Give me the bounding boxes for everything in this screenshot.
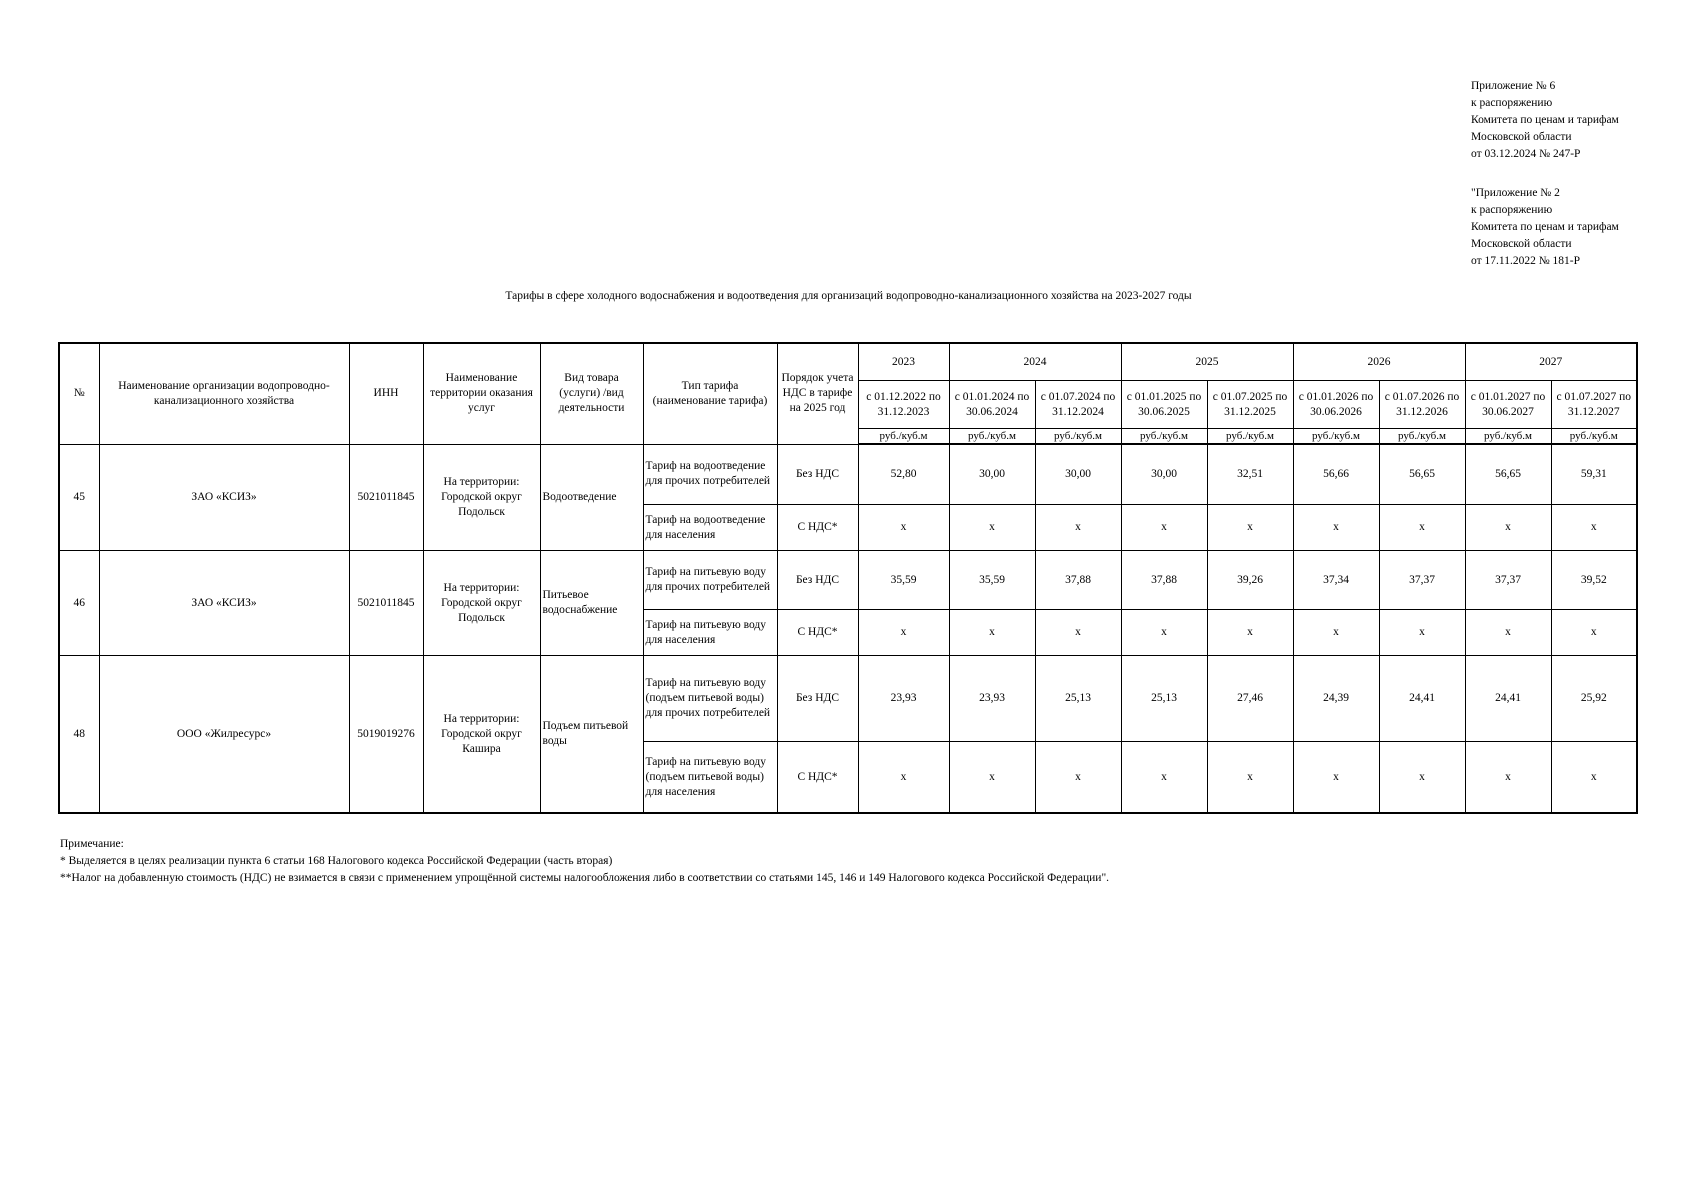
table-row xyxy=(59,551,1637,610)
cell-org: ЗАО «КСИЗ» xyxy=(99,444,349,551)
cell-num: 48 xyxy=(59,656,99,814)
header-territory: Наименование территории оказания услуг xyxy=(423,343,540,444)
cell-num: 46 xyxy=(59,551,99,656)
appendix-current-header xyxy=(1471,78,1693,163)
cell-tariff-value: x xyxy=(1551,505,1637,551)
header-period: с 01.12.2022 по 31.12.2023 xyxy=(858,381,949,429)
cell-tariff-value: 35,59 xyxy=(858,551,949,610)
cell-tariff-value: x xyxy=(1465,505,1551,551)
cell-tariff-value: 25,13 xyxy=(1035,656,1121,742)
cell-tariff-value: x xyxy=(1121,610,1207,656)
cell-tariff-value: x xyxy=(1293,742,1379,814)
header-period: с 01.07.2027 по 31.12.2027 xyxy=(1551,381,1637,429)
cell-tariff-value: x xyxy=(858,742,949,814)
cell-tariff-value: x xyxy=(858,610,949,656)
cell-service: Подъем питьевой воды xyxy=(540,656,643,814)
header-unit: руб./куб.м xyxy=(1551,429,1637,445)
header-inn: ИНН xyxy=(349,343,423,444)
cell-tariff-value: x xyxy=(1035,505,1121,551)
cell-tariff-value: x xyxy=(1035,742,1121,814)
appendix-line: Приложение № 6 xyxy=(1471,80,1556,92)
cell-tariff-value: x xyxy=(1379,742,1465,814)
header-year: 2023 xyxy=(858,343,949,381)
cell-inn: 5021011845 xyxy=(349,444,423,551)
cell-tariff-value: 24,39 xyxy=(1293,656,1379,742)
header-year: 2027 xyxy=(1465,343,1637,381)
header-period: с 01.07.2024 по 31.12.2024 xyxy=(1035,381,1121,429)
cell-vat: Без НДС xyxy=(777,551,858,610)
header-org: Наименование организации водопроводно-канализационного хозяйства xyxy=(99,343,349,444)
cell-tariff-value: 59,31 xyxy=(1551,444,1637,505)
cell-tariff-value: x xyxy=(1121,742,1207,814)
cell-tariff-value: 30,00 xyxy=(949,444,1035,505)
cell-service: Водоотведение xyxy=(540,444,643,551)
cell-tariff-value: x xyxy=(1207,505,1293,551)
table-row xyxy=(59,444,1637,505)
notes-heading: Примечание: xyxy=(60,838,124,850)
appendix-line: "Приложение № 2 xyxy=(1471,187,1560,199)
cell-tariff-value: 35,59 xyxy=(949,551,1035,610)
appendix-line: Московской области xyxy=(1471,238,1572,250)
cell-tariff-value: x xyxy=(949,742,1035,814)
appendix-line: к распоряжению xyxy=(1471,204,1553,216)
cell-tariff-value: 37,37 xyxy=(1465,551,1551,610)
header-unit: руб./куб.м xyxy=(949,429,1035,445)
cell-tariff-type: Тариф на питьевую воду (подъем питьевой воды) для прочих потребителей xyxy=(643,656,777,742)
cell-inn: 5021011845 xyxy=(349,551,423,656)
cell-vat: С НДС* xyxy=(777,610,858,656)
appendix-line: к распоряжению xyxy=(1471,97,1553,109)
cell-vat: Без НДС xyxy=(777,444,858,505)
cell-tariff-value: x xyxy=(1551,742,1637,814)
header-period: с 01.01.2025 по 30.06.2025 xyxy=(1121,381,1207,429)
cell-tariff-type: Тариф на питьевую воду для прочих потребителей xyxy=(643,551,777,610)
cell-tariff-value: 37,88 xyxy=(1121,551,1207,610)
cell-tariff-value: 32,51 xyxy=(1207,444,1293,505)
header-period: с 01.07.2025 по 31.12.2025 xyxy=(1207,381,1293,429)
cell-tariff-value: 39,26 xyxy=(1207,551,1293,610)
header-unit: руб./куб.м xyxy=(858,429,949,445)
cell-tariff-value: 23,93 xyxy=(858,656,949,742)
cell-tariff-type: Тариф на водоотведение для прочих потребителей xyxy=(643,444,777,505)
appendix-line: Комитета по ценам и тарифам xyxy=(1471,114,1619,126)
cell-org: ЗАО «КСИЗ» xyxy=(99,551,349,656)
cell-tariff-value: 23,93 xyxy=(949,656,1035,742)
header-year: 2024 xyxy=(949,343,1121,381)
cell-tariff-type: Тариф на водоотведение для населения xyxy=(643,505,777,551)
cell-tariff-value: 52,80 xyxy=(858,444,949,505)
cell-tariff-type: Тариф на питьевую воду для населения xyxy=(643,610,777,656)
header-tariff-type: Тип тарифа (наименование тарифа) xyxy=(643,343,777,444)
cell-tariff-value: x xyxy=(1379,505,1465,551)
note-item: **Налог на добавленную стоимость (НДС) не взимается в связи с применением упрощённой системы налогообложения либо в соответствии со статьями 145, 146 и 149 Налогового кодекса Российской Федерации". xyxy=(60,872,1110,884)
cell-tariff-value: x xyxy=(1293,610,1379,656)
header-unit: руб./куб.м xyxy=(1035,429,1121,445)
cell-tariff-value: x xyxy=(1465,742,1551,814)
header-service: Вид товара (услуги) /вид деятельности xyxy=(540,343,643,444)
cell-tariff-value: x xyxy=(1121,505,1207,551)
tariffs-table xyxy=(58,342,1638,814)
cell-tariff-value: x xyxy=(1379,610,1465,656)
header-year: 2026 xyxy=(1293,343,1465,381)
cell-tariff-value: 24,41 xyxy=(1379,656,1465,742)
cell-territory: На территории: Городской округ Подольск xyxy=(423,444,540,551)
cell-tariff-value: x xyxy=(1465,610,1551,656)
appendix-line: от 17.11.2022 № 181-Р xyxy=(1471,255,1581,267)
document-title: Тарифы в сфере холодного водоснабжения и водоотведения для организаций водопроводно-канализационного хозяйства на 2023-2027 годы xyxy=(505,290,1192,302)
cell-vat: Без НДС xyxy=(777,656,858,742)
appendix-previous-header xyxy=(1471,185,1693,270)
header-num: № xyxy=(59,343,99,444)
cell-tariff-value: x xyxy=(1207,610,1293,656)
cell-tariff-value: 56,65 xyxy=(1379,444,1465,505)
header-row-years xyxy=(59,343,1637,381)
cell-service: Питьевое водоснабжение xyxy=(540,551,643,656)
cell-tariff-type: Тариф на питьевую воду (подъем питьевой воды) для населения xyxy=(643,742,777,814)
note-item: * Выделяется в целях реализации пункта 6 статьи 168 Налогового кодекса Российской Федерации (часть вторая) xyxy=(60,855,613,867)
cell-inn: 5019019276 xyxy=(349,656,423,814)
header-unit: руб./куб.м xyxy=(1379,429,1465,445)
cell-tariff-value: 56,65 xyxy=(1465,444,1551,505)
cell-tariff-value: 56,66 xyxy=(1293,444,1379,505)
cell-territory: На территории: Городской округ Подольск xyxy=(423,551,540,656)
header-period: с 01.01.2027 по 30.06.2027 xyxy=(1465,381,1551,429)
cell-tariff-value: 25,13 xyxy=(1121,656,1207,742)
cell-tariff-value: 30,00 xyxy=(1035,444,1121,505)
cell-tariff-value: x xyxy=(949,505,1035,551)
cell-tariff-value: x xyxy=(1035,610,1121,656)
cell-tariff-value: 24,41 xyxy=(1465,656,1551,742)
cell-tariff-value: x xyxy=(1207,742,1293,814)
cell-tariff-value: 25,92 xyxy=(1551,656,1637,742)
appendix-line: Комитета по ценам и тарифам xyxy=(1471,221,1619,233)
header-period: с 01.01.2026 по 30.06.2026 xyxy=(1293,381,1379,429)
notes xyxy=(60,836,1660,887)
header-vat-order: Порядок учета НДС в тарифе на 2025 год xyxy=(777,343,858,444)
header-unit: руб./куб.м xyxy=(1293,429,1379,445)
cell-tariff-value: 37,37 xyxy=(1379,551,1465,610)
cell-vat: С НДС* xyxy=(777,742,858,814)
cell-tariff-value: 37,34 xyxy=(1293,551,1379,610)
cell-tariff-value: x xyxy=(949,610,1035,656)
table-row xyxy=(59,656,1637,742)
header-unit: руб./куб.м xyxy=(1207,429,1293,445)
header-year: 2025 xyxy=(1121,343,1293,381)
header-period: с 01.07.2026 по 31.12.2026 xyxy=(1379,381,1465,429)
appendix-line: Московской области xyxy=(1471,131,1572,143)
cell-org: ООО «Жилресурс» xyxy=(99,656,349,814)
cell-tariff-value: 37,88 xyxy=(1035,551,1121,610)
cell-tariff-value: 27,46 xyxy=(1207,656,1293,742)
cell-tariff-value: x xyxy=(1551,610,1637,656)
cell-num: 45 xyxy=(59,444,99,551)
cell-tariff-value: x xyxy=(858,505,949,551)
header-unit: руб./куб.м xyxy=(1465,429,1551,445)
appendix-line: от 03.12.2024 № 247-Р xyxy=(1471,148,1581,160)
cell-territory: На территории: Городской округ Кашира xyxy=(423,656,540,814)
header-unit: руб./куб.м xyxy=(1121,429,1207,445)
header-period: с 01.01.2024 по 30.06.2024 xyxy=(949,381,1035,429)
cell-tariff-value: x xyxy=(1293,505,1379,551)
cell-tariff-value: 39,52 xyxy=(1551,551,1637,610)
cell-vat: С НДС* xyxy=(777,505,858,551)
cell-tariff-value: 30,00 xyxy=(1121,444,1207,505)
